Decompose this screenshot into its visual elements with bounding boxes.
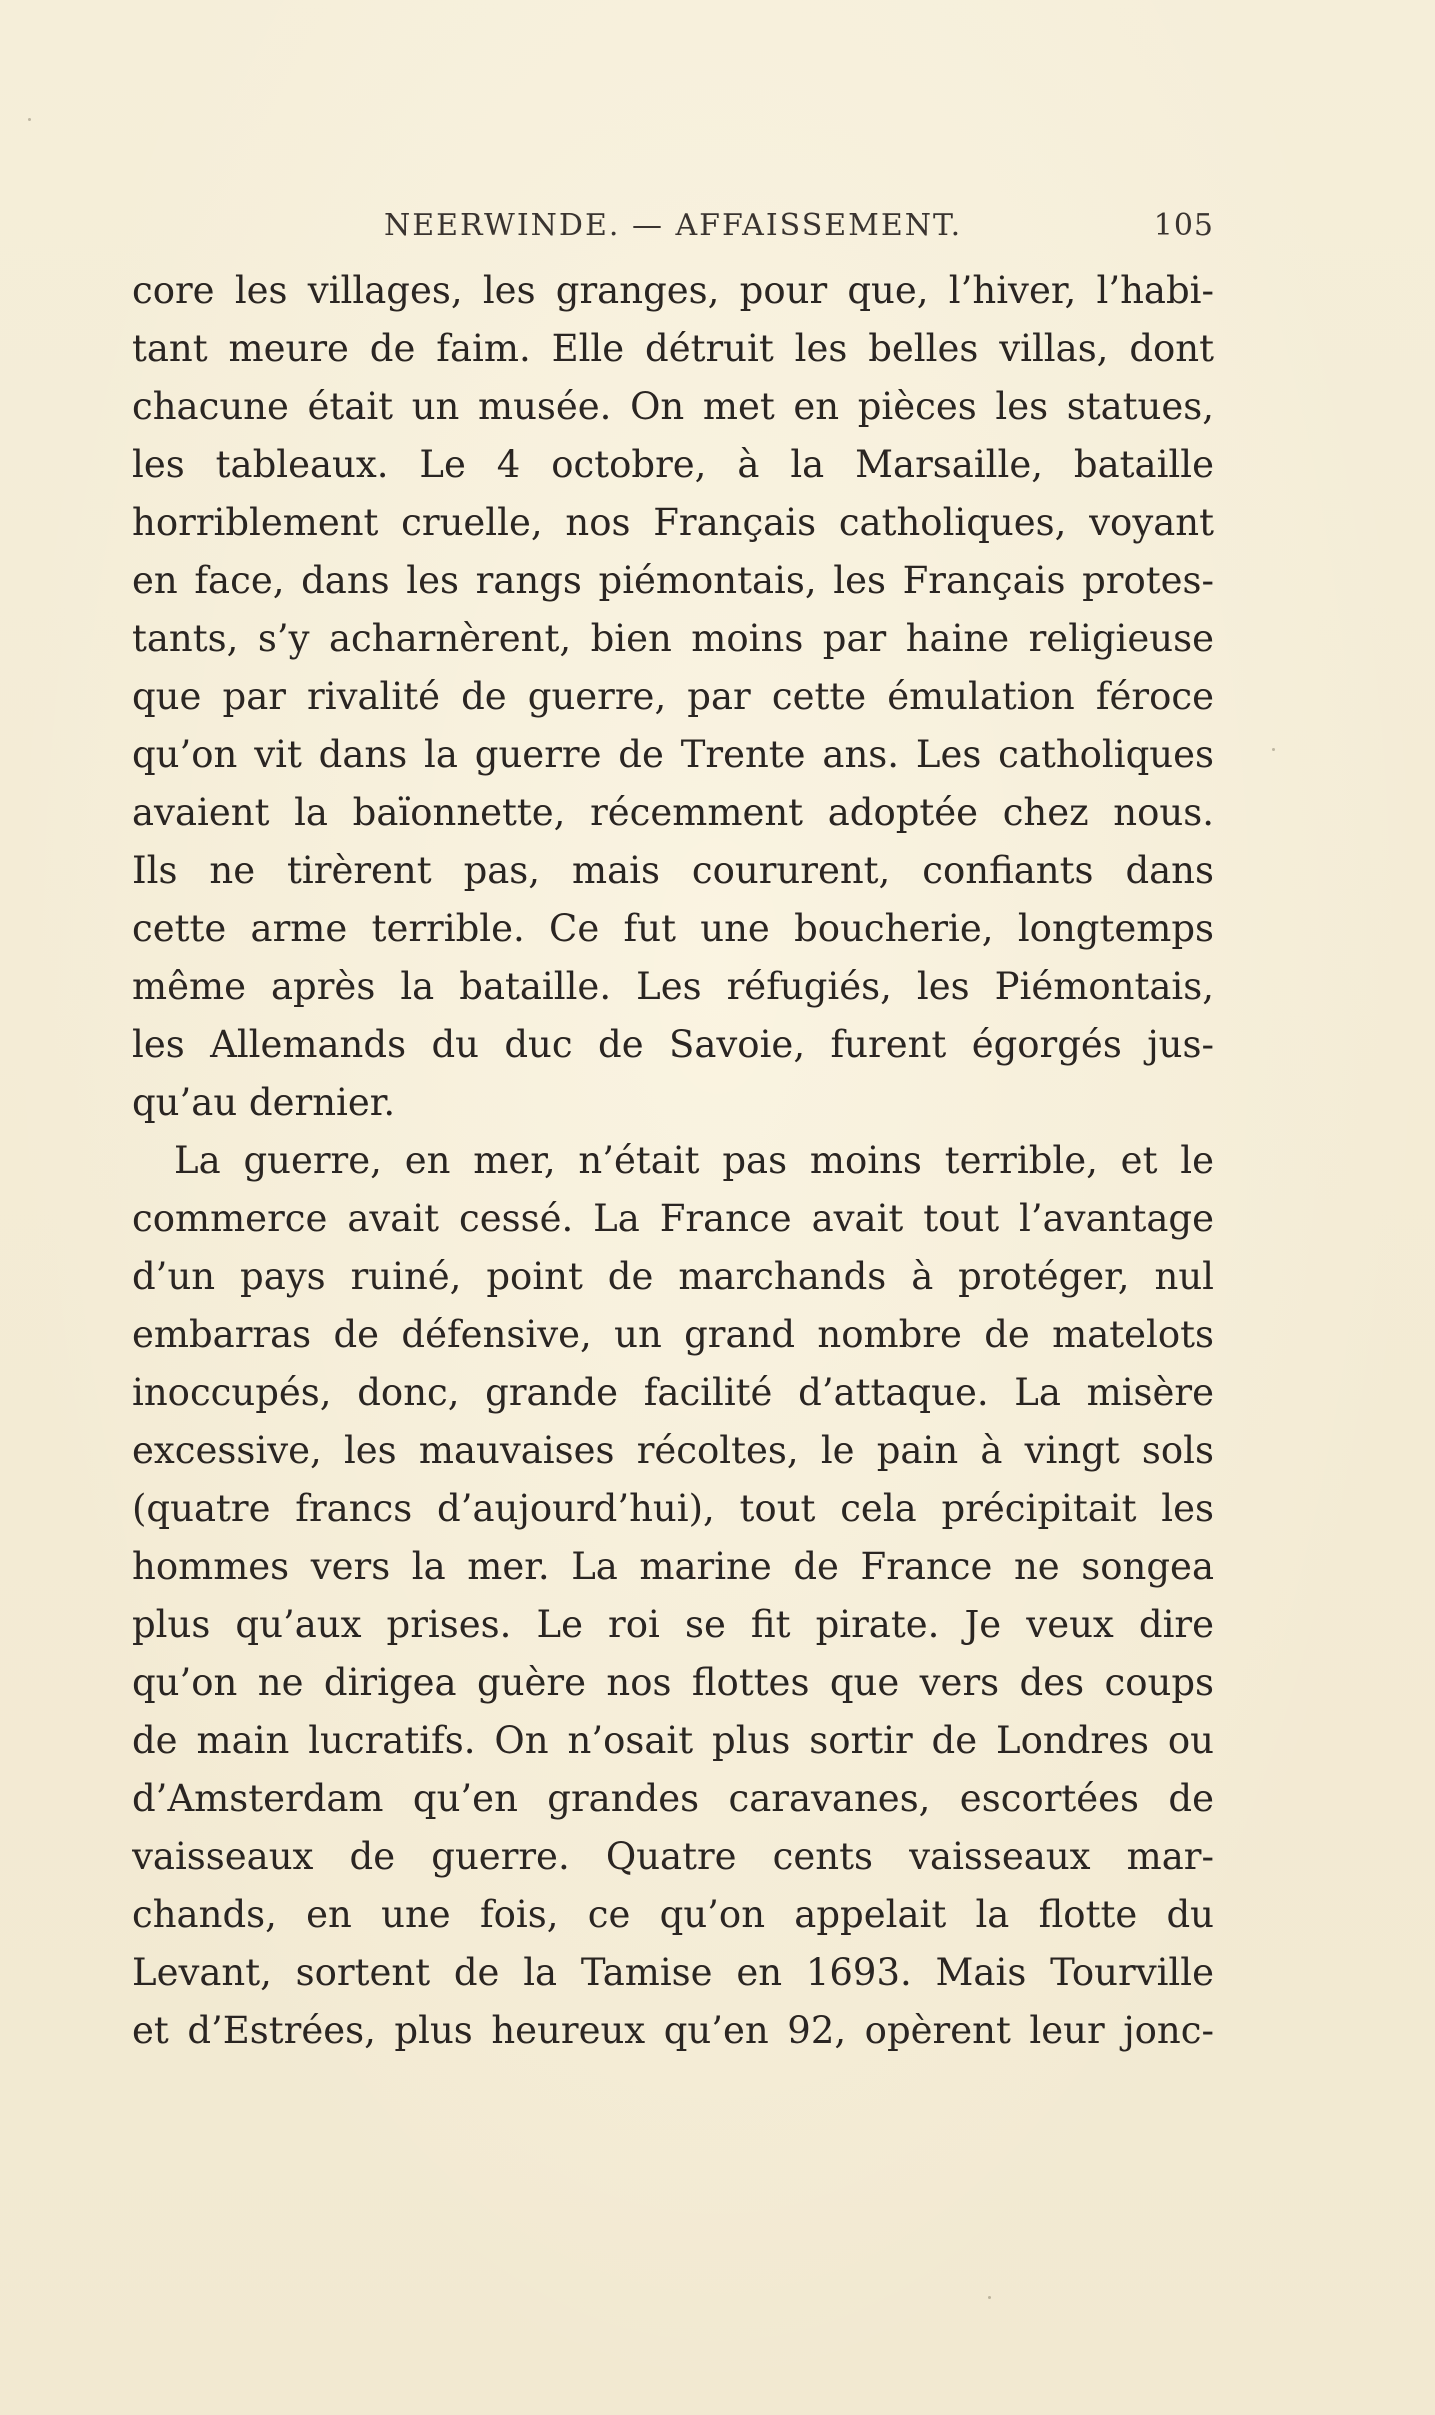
paper-speck <box>28 118 31 121</box>
text-line: chacune était un musée. On met en pièces les statues, <box>132 385 1214 428</box>
text-line: La guerre, en mer, n’était pas moins terrible, et le <box>174 1139 1214 1182</box>
text-line: Ils ne tirèrent pas, mais coururent, confiants dans <box>132 849 1214 892</box>
running-title: NEERWINDE. — AFFAISSEMENT. <box>384 208 963 243</box>
page-number: 105 <box>1153 208 1214 243</box>
text-line: qu’on ne dirigea guère nos flottes que vers des coups <box>132 1661 1214 1704</box>
text-line: les Allemands du duc de Savoie, furent égorgés jus- <box>132 1023 1214 1066</box>
text-line: même après la bataille. Les réfugiés, les Piémontais, <box>132 965 1214 1008</box>
text-line: qu’au dernier. <box>132 1081 396 1124</box>
text-line: excessive, les mauvaises récoltes, le pain à vingt sols <box>132 1429 1214 1472</box>
paper-speck <box>1272 748 1275 751</box>
text-line: d’Amsterdam qu’en grandes caravanes, escortées de <box>132 1777 1214 1820</box>
text-line: de main lucratifs. On n’osait plus sortir de Londres ou <box>132 1719 1214 1762</box>
text-line: vaisseaux de guerre. Quatre cents vaisseaux mar- <box>132 1835 1214 1878</box>
text-line: les tableaux. Le 4 octobre, à la Marsaille, bataille <box>132 443 1214 486</box>
text-line: plus qu’aux prises. Le roi se fit pirate. Je veux dire <box>132 1603 1214 1646</box>
text-line: tant meure de faim. Elle détruit les belles villas, dont <box>132 327 1214 370</box>
text-line: chands, en une fois, ce qu’on appelait la flotte du <box>132 1893 1214 1936</box>
text-line: et d’Estrées, plus heureux qu’en 92, opèrent leur jonc- <box>132 2009 1214 2052</box>
text-line: embarras de défensive, un grand nombre de matelots <box>132 1313 1214 1356</box>
text-line: horriblement cruelle, nos Français catholiques, voyant <box>132 501 1214 544</box>
text-line: inoccupés, donc, grande facilité d’attaque. La misère <box>132 1371 1214 1414</box>
body-text <box>132 262 1214 2060</box>
text-line: commerce avait cessé. La France avait tout l’avantage <box>132 1197 1214 1240</box>
text-line: (quatre francs d’aujourd’hui), tout cela précipitait les <box>132 1487 1214 1530</box>
running-head <box>132 208 1214 252</box>
text-line: d’un pays ruiné, point de marchands à protéger, nul <box>132 1255 1214 1298</box>
text-line: cette arme terrible. Ce fut une boucherie, longtemps <box>132 907 1214 950</box>
text-line: core les villages, les granges, pour que, l’hiver, l’habi- <box>132 269 1214 312</box>
text-line: que par rivalité de guerre, par cette émulation féroce <box>132 675 1214 718</box>
text-line: tants, s’y acharnèrent, bien moins par haine religieuse <box>132 617 1214 660</box>
text-line: qu’on vit dans la guerre de Trente ans. Les catholiques <box>132 733 1214 776</box>
paper-speck <box>988 2296 991 2299</box>
text-line: hommes vers la mer. La marine de France ne songea <box>132 1545 1214 1588</box>
text-line: Levant, sortent de la Tamise en 1693. Mais Tourville <box>132 1951 1214 1994</box>
text-line: avaient la baïonnette, récemment adoptée chez nous. <box>132 791 1214 834</box>
text-line: en face, dans les rangs piémontais, les Français protes- <box>132 559 1214 602</box>
